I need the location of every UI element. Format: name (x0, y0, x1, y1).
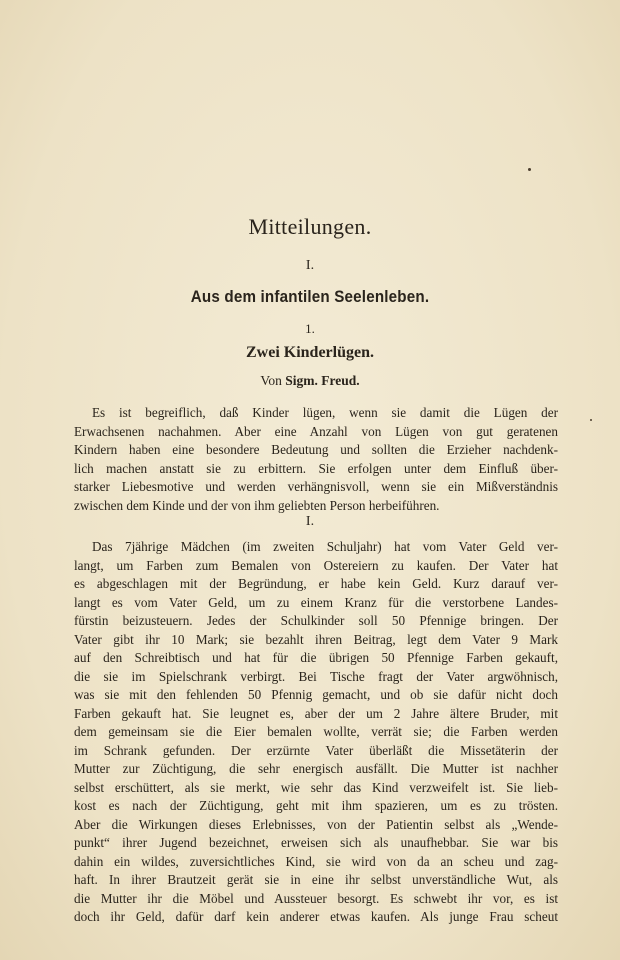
subsection-roman-numeral: I. (305, 514, 315, 529)
text-line: was sie mit den fehlenden 50 Pfennig gemacht, und ob sie dafür nicht doch (74, 687, 558, 702)
body-paragraph (74, 538, 558, 927)
section-header: Mitteilungen. (248, 214, 372, 239)
byline-prefix: Von (260, 373, 282, 388)
text-line: dahin ein wildes, zuversichtliches Kind, sie wird von da an scheu und zag- (74, 853, 558, 869)
section-title: Aus dem infantilen Seelenleben. (190, 288, 430, 306)
text-line: selbst erschüttert, als sie merkt, wie sehr das Kind verzweifelt ist. Sie lieb- (74, 779, 558, 795)
text-line: Vater gibt ihr 10 Mark; sie bezahlt ihren Beitrag, legt dem Vater 9 Mark (74, 631, 558, 647)
ink-speck (528, 168, 531, 171)
text-line: dem gemeinsam sie die Eier bemalen wollte, verrät sie; die Farben werden (74, 724, 558, 739)
show-through-text (300, 14, 600, 134)
byline (0, 373, 620, 389)
text-line: lich machen anstatt sie zu erbittern. Sie erfolgen unter dem Einfluß über- (74, 460, 558, 476)
text-line: Erwachsenen nachahmen. Aber eine Anzahl von Lügen von gut geratenen (74, 423, 558, 439)
text-line: Es ist begreiflich, daß Kinder lügen, wenn sie damit die Lügen der (92, 405, 558, 420)
text-line: starker Liebesmotive und werden verhängnisvoll, wenn sie ein Mißverständnis (74, 479, 558, 494)
text-line: kost es nach der Züchtigung, geht mit ihm spazieren, um es zu trösten. (74, 798, 558, 813)
text-line: die sie im Spielschrank verbirgt. Bei Tische fragt der Vater argwöhnisch, (74, 668, 558, 684)
text-line: auf den Schreibtisch und hat für die übrigen 50 Pfennige Farben gekauft, (74, 650, 558, 665)
text-line: Das 7jährige Mädchen (im zweiten Schuljahr) hat vom Vater Geld ver- (92, 539, 558, 554)
text-line: im Schrank gefunden. Der erzürnte Vater überläßt die Missetäterin der (74, 742, 558, 758)
section-roman-numeral: I. (305, 258, 315, 273)
article-title: Zwei Kinderlügen. (245, 344, 374, 361)
article-number: 1. (305, 321, 315, 336)
text-line: Farben gekauft hat. Sie leugnet es, aber der um 2 Jahre ältere Bruder, mit (74, 705, 558, 721)
text-line: Kindern haben eine besondere Bedeutung und sollten die Erzieher nachdenk- (74, 442, 558, 457)
intro-paragraph (74, 404, 558, 515)
byline-author: Sigm. Freud. (285, 373, 360, 388)
text-line: die Mutter ihr die Möbel und Aussteuer besorgt. Es schwebt ihr vor, es ist (74, 890, 558, 906)
text-line: langt, um Farben zum Bemalen von Ostereiern zu kaufen. Der Vater hat (74, 557, 558, 573)
text-line: langt es vom Vater Geld, um zu einem Kranz für die verstorbene Landes- (74, 594, 558, 610)
text-line: haft. In ihrer Brautzeit gerät sie in eine ihr selbst unverständliche Wut, als (74, 872, 558, 887)
text-line: Mutter zur Züchtigung, die sehr energisch ausfällt. Die Mutter ist nachher (74, 761, 558, 776)
text-line: zwischen dem Kinde und der von ihm geliebten Person herbeiführen. (74, 497, 440, 513)
text-line: es abgeschlagen mit der Begründung, er habe kein Geld. Kurz darauf ver- (74, 576, 558, 591)
text-line: fürstin beizusteuern. Jedes der Schulkinder soll 50 Pfennige bringen. Der (74, 613, 558, 628)
text-line: doch ihr Geld, dafür darf kein anderer etwas kaufen. Als junge Frau scheut (74, 909, 558, 924)
text-line: Aber die Wirkungen dieses Erlebnisses, von der Patientin selbst als „Wende- (74, 816, 558, 832)
ink-speck (590, 419, 592, 421)
text-line: punkt“ ihrer Jugend bezeichnet, erweisen sich als unaufhebbar. Sie war bis (74, 835, 558, 850)
